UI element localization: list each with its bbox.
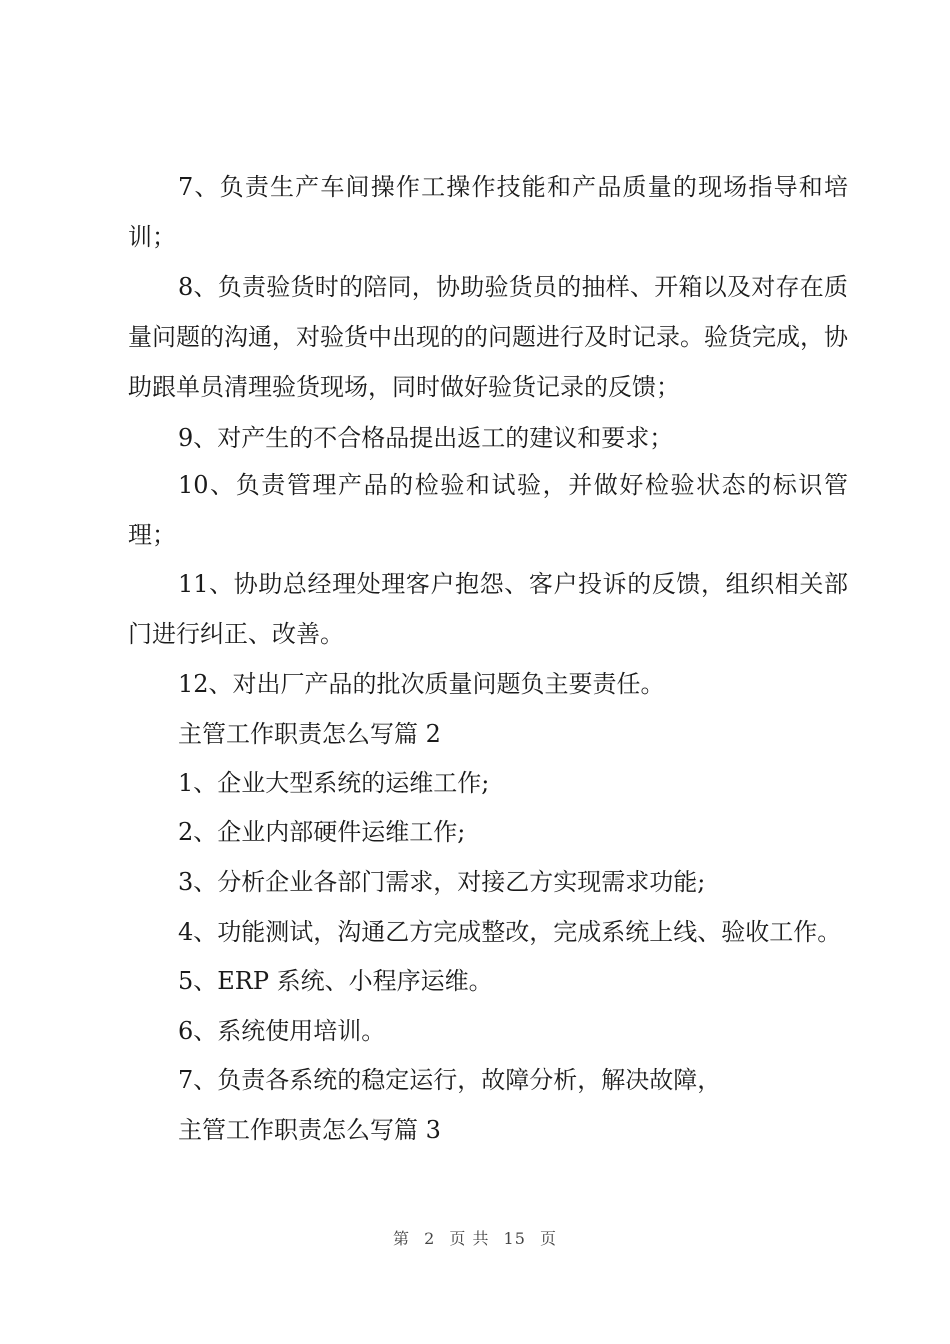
paragraph-2: 8、负责验货时的陪同，协助验货员的抽样、开箱以及对存在质量问题的沟通，对验货中出现的的问题进行及时记录。验货完成，协助跟单员清理验货现场，同时做好验货记录的反馈； [128,273,848,401]
paragraph-8: 2、企业内部硬件运维工作; [178,818,466,846]
paragraph-10: 4、功能测试，沟通乙方完成整改，完成系统上线、验收工作。 [178,918,842,946]
paragraph-3: 9、对产生的不合格品提出返工的建议和要求； [178,424,674,452]
paragraph-12: 6、系统使用培训。 [178,1017,386,1045]
section-heading-2: 主管工作职责怎么写篇 2 [178,720,441,748]
paragraph-9: 3、分析企业各部门需求，对接乙方实现需求功能; [178,868,706,896]
paragraph-7: 1、企业大型系统的运维工作; [178,769,490,797]
paragraph-11: 5、ERP 系统、小程序运维。 [178,967,493,995]
footer-total-pages: 15 [503,1229,526,1248]
footer-current-page: 2 [424,1229,436,1248]
footer-suffix: 页 [540,1229,558,1248]
footer-prefix: 第 [392,1229,410,1248]
paragraph-1: 7、负责生产车间操作工操作技能和产品质量的现场指导和培训； [128,173,848,251]
section-heading-3: 主管工作职责怎么写篇 3 [178,1116,441,1144]
paragraph-4: 10、负责管理产品的检验和试验，并做好检验状态的标识管理； [128,471,848,549]
paragraph-5: 11、协助总经理处理客户抱怨、客户投诉的反馈，组织相关部门进行纠正、改善。 [128,570,848,648]
footer-mid: 页 共 [449,1229,490,1248]
paragraph-6: 12、对出厂产品的批次质量问题负主要责任。 [178,670,665,698]
paragraph-13: 7、负责各系统的稳定运行，故障分析，解决故障， [178,1066,722,1094]
page-footer [0,1226,950,1249]
